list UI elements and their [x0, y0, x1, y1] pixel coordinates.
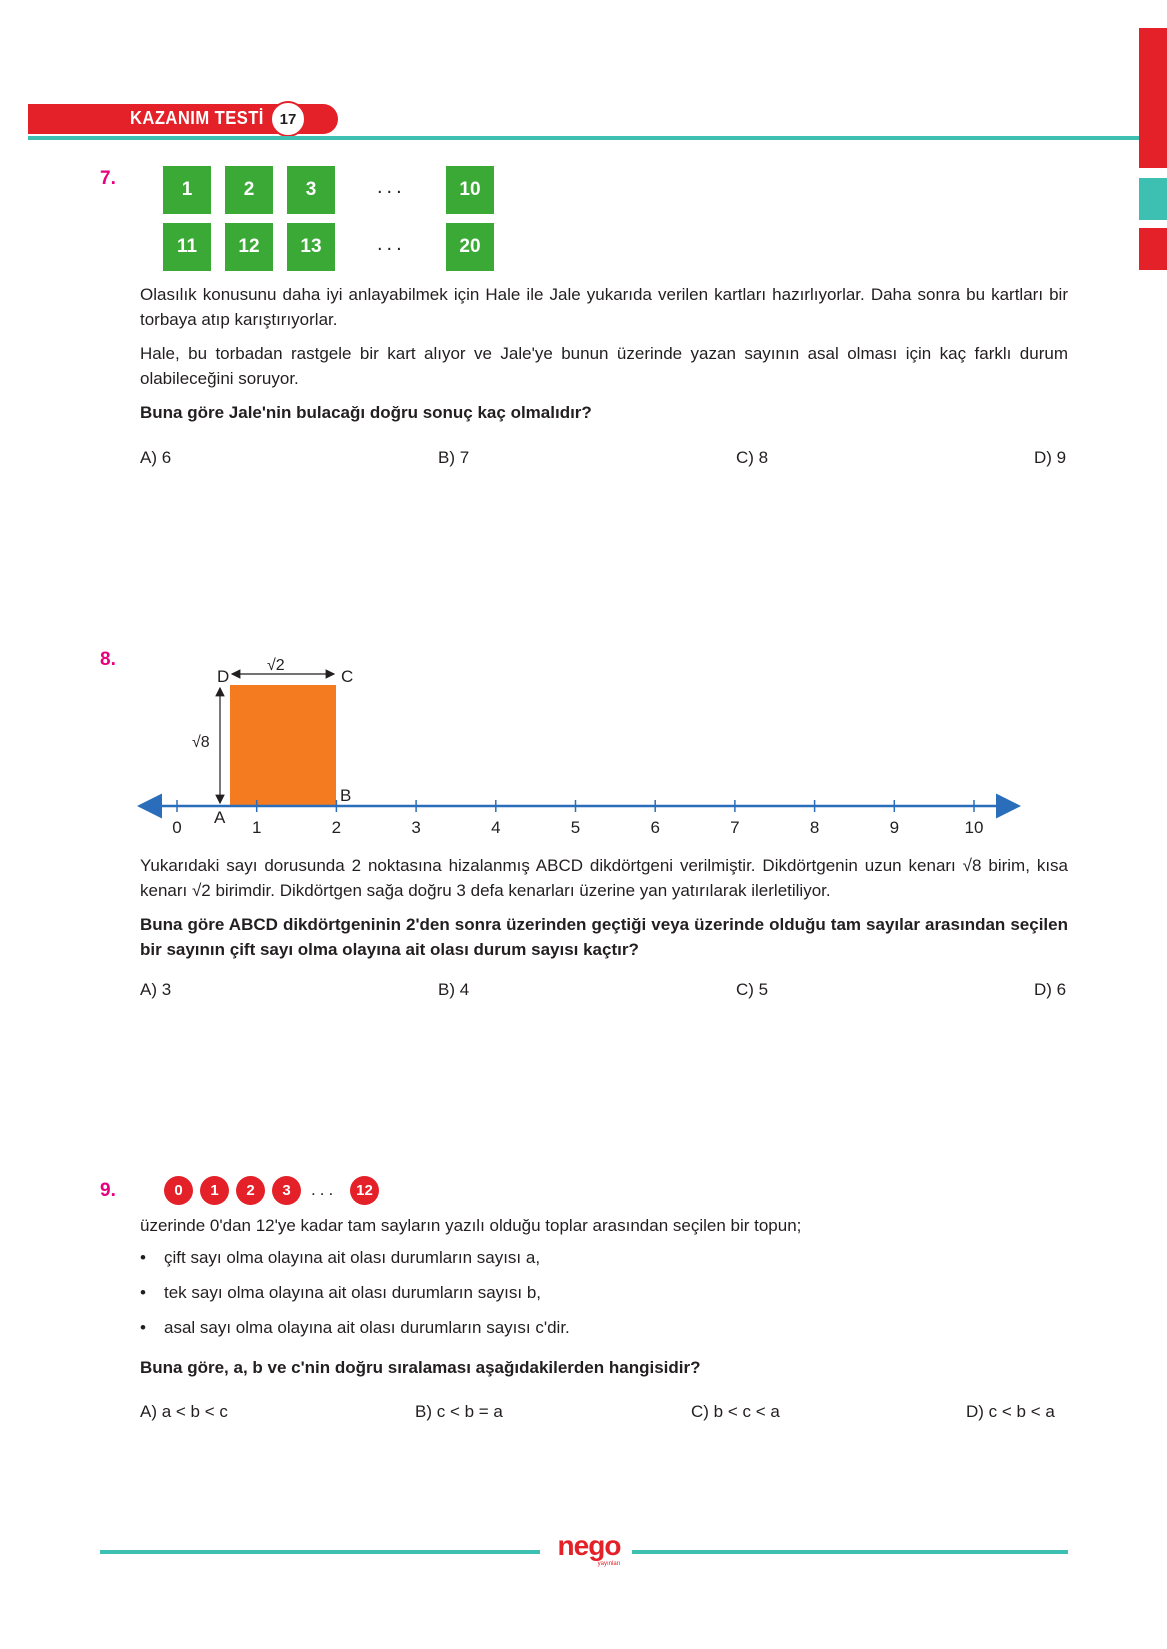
ball: 12: [350, 1176, 379, 1205]
question-7-option-b[interactable]: B) 7: [438, 448, 470, 467]
vertex-label-d: D: [217, 667, 230, 686]
card: 3: [287, 166, 335, 214]
edge-tab-teal: [1139, 178, 1167, 220]
number-line-tick-label: 0: [172, 818, 182, 837]
question-9-intro: üzerinde 0'dan 12'ye kadar tam sayların yazılı olduğu toplar arasından seçilen bir topun;: [140, 1216, 802, 1235]
card: 1: [163, 166, 211, 214]
number-line-tick-label: 7: [730, 818, 740, 837]
number-line-tick-label: 8: [809, 818, 820, 837]
question-7-option-a[interactable]: A) 6: [140, 448, 172, 467]
card: 10: [446, 166, 494, 214]
width-label: √2: [267, 657, 285, 674]
height-label: √8: [192, 734, 210, 751]
ball: 3: [272, 1176, 301, 1205]
bullet-symbol: •: [140, 1283, 146, 1302]
footer-logo: [548, 1531, 630, 1571]
question-9-option-b[interactable]: B) c < b = a: [415, 1402, 503, 1421]
question-9-option-c[interactable]: C) b < c < a: [691, 1402, 780, 1421]
question-8-option-d[interactable]: D) 6: [1034, 980, 1067, 999]
balls-ellipsis: ...: [311, 1180, 338, 1199]
edge-tab-red-top: [1139, 28, 1167, 168]
question-8-option-c[interactable]: C) 5: [736, 980, 769, 999]
list-item-text: asal sayı olma olayına ait olası durumların sayısı c'dir.: [164, 1318, 570, 1337]
list-item-text: çift sayı olma olayına ait olası durumların sayısı a,: [164, 1248, 541, 1267]
header-title: KAZANIM TESTİ: [130, 108, 264, 128]
question-9-prompt: Buna göre, a, b ve c'nin doğru sıralaması aşağıdakilerden hangisidir?: [140, 1358, 701, 1377]
question-9-option-a[interactable]: A) a < b < c: [140, 1402, 228, 1421]
question-8-text: Yukarıdaki sayı dorusunda 2 noktasına hizalanmış ABCD dikdörtgeni verilmiştir. Dikdörtgenin uzun kenarı √8 birim, kısa kenarı √2 birimdir. Dikdörtgen sağa doğru 3 defa kenarları üzerine yan yatırılarak ilerletiliyor.: [140, 856, 1068, 900]
number-line-tick-label: 5: [570, 818, 581, 837]
number-line-tick-label: 3: [411, 818, 421, 837]
cards-ellipsis: ...: [377, 176, 406, 198]
edge-tab-red-bottom: [1139, 228, 1167, 270]
number-line-tick-label: 1: [251, 818, 262, 837]
card: 2: [225, 166, 273, 214]
question-7-text-2: Hale, bu torbadan rastgele bir kart alıyor ve Jale'ye bunun üzerinde yazan sayının asal olması için kaç farklı durum olabileceğini soruyor.: [140, 344, 1068, 388]
ball: 2: [236, 1176, 265, 1205]
number-line-tick-label: 4: [491, 818, 501, 837]
test-number: 17: [279, 110, 297, 128]
footer-logo-text: nego: [557, 1530, 621, 1561]
number-line-tick-label: 10: [964, 818, 984, 837]
cards-ellipsis: ...: [377, 233, 406, 255]
card: 20: [446, 223, 494, 271]
footer-rule-left: [100, 1550, 540, 1554]
list-item: [140, 1318, 570, 1338]
test-number-badge: [270, 101, 306, 137]
question-7-prompt: Buna göre Jale'nin bulacağı doğru sonuç kaç olmalıdır?: [140, 403, 592, 422]
question-8-option-a[interactable]: A) 3: [140, 980, 172, 999]
vertex-label-b: B: [340, 786, 352, 805]
question-9-option-d[interactable]: D) c < b < a: [966, 1402, 1055, 1421]
header-rule: [28, 136, 1139, 140]
question-7-option-c[interactable]: C) 8: [736, 448, 769, 467]
vertex-label-a: A: [214, 808, 226, 827]
footer-logo-subtext: yayınları: [597, 1561, 621, 1567]
footer-rule-right: [632, 1550, 1068, 1554]
question-8-prompt: Buna göre ABCD dikdörtgeninin 2'den sonra üzerinden geçtiği veya üzerinde olduğu tam sayılar arasından seçilen bir sayının çift sayı olma olayına ait olası durum sayısı kaçtır?: [140, 915, 1068, 959]
card: 13: [287, 223, 335, 271]
question-8-option-b[interactable]: B) 4: [438, 980, 470, 999]
card: 12: [225, 223, 273, 271]
list-item: [140, 1283, 541, 1303]
ball: 1: [200, 1176, 229, 1205]
question-9-number: 9.: [100, 1180, 116, 1201]
bullet-symbol: •: [140, 1248, 146, 1267]
ball: 0: [164, 1176, 193, 1205]
number-line-figure: [0, 640, 1167, 840]
question-7-text-1: Olasılık konusunu daha iyi anlayabilmek için Hale ile Jale yukarıda verilen kartları hazırlıyorlar. Daha sonra bu kartları bir torbaya atıp karıştırıyorlar.: [140, 285, 1068, 329]
question-7-option-d[interactable]: D) 9: [1034, 448, 1067, 467]
number-line-tick-label: 6: [650, 818, 660, 837]
vertex-label-c: C: [341, 667, 354, 686]
number-line-tick-label: 9: [889, 818, 900, 837]
list-item-text: tek sayı olma olayına ait olası durumların sayısı b,: [164, 1283, 542, 1302]
rectangle-abcd: [230, 685, 336, 805]
question-7-number: 7.: [100, 168, 116, 189]
list-item: [140, 1248, 540, 1268]
number-line-tick-label: 2: [331, 818, 342, 837]
bullet-symbol: •: [140, 1318, 146, 1337]
question-8-number: 8.: [100, 649, 116, 670]
card: 11: [163, 223, 211, 271]
